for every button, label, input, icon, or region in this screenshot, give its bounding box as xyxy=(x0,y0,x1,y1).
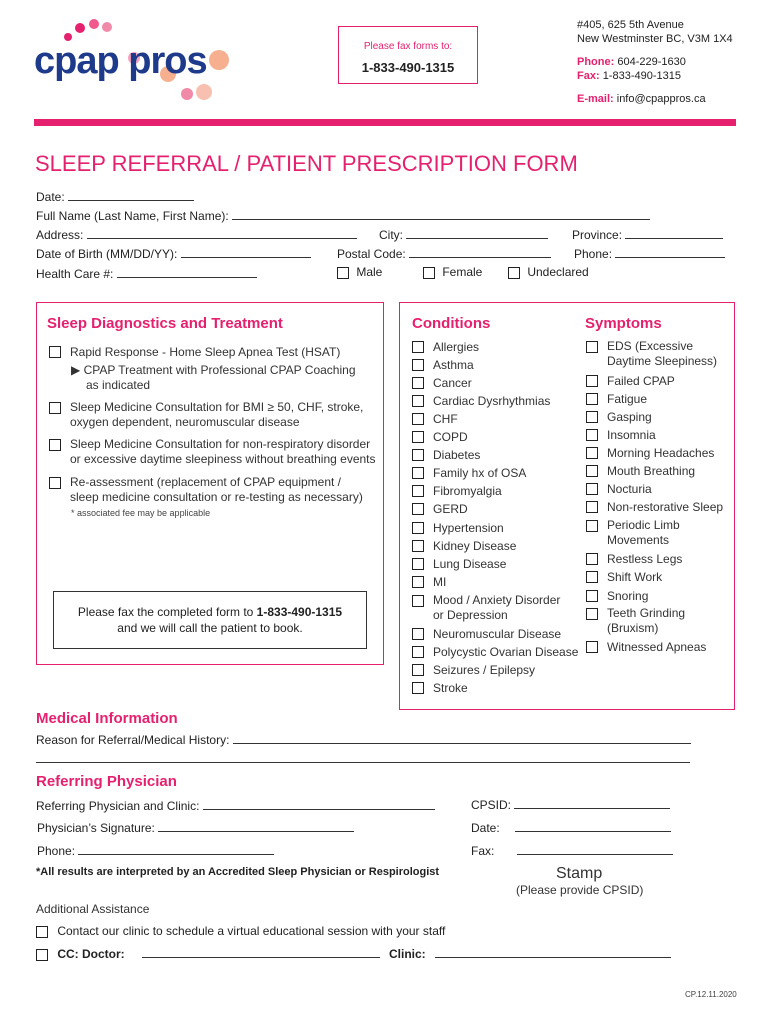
restless-legs-label: Restless Legs xyxy=(607,552,683,566)
polycystic-checkbox[interactable] xyxy=(412,646,424,658)
hypertension-label: Hypertension xyxy=(433,521,504,535)
signature-label: Physician’s Signature: xyxy=(37,821,155,835)
symptoms-title: Symptoms xyxy=(585,315,662,332)
undeclared-checkbox[interactable] xyxy=(508,267,520,279)
restless-legs-checkbox[interactable] xyxy=(586,553,598,565)
phone-label-patient: Phone: xyxy=(574,247,613,261)
male-label: Male xyxy=(356,265,383,279)
cpsid-line[interactable] xyxy=(514,797,670,809)
teeth-grinding-line2: (Bruxism) xyxy=(607,621,659,635)
fax-instr-number: 1-833-490-1315 xyxy=(256,605,343,619)
mi-label: MI xyxy=(433,575,447,589)
conditions-symptoms-box xyxy=(399,302,735,710)
physician-fax-line[interactable] xyxy=(517,843,673,855)
cardiac-label: Cardiac Dysrhythmias xyxy=(433,394,551,408)
stamp-label: Stamp xyxy=(556,865,603,882)
city-label: City: xyxy=(379,228,403,242)
non-resp-consult-checkbox[interactable] xyxy=(49,439,61,451)
full-name-line[interactable] xyxy=(232,208,650,220)
mood-label xyxy=(433,593,560,623)
eds-checkbox[interactable] xyxy=(586,341,598,353)
gerd-checkbox[interactable] xyxy=(412,503,424,515)
fee-note: * associated fee may be applicable xyxy=(71,508,211,518)
family-osa-label: Family hx of OSA xyxy=(433,466,527,480)
logo-text: cpap pros xyxy=(34,40,207,82)
cc-doctor-option[interactable] xyxy=(36,946,380,961)
physician-phone-field[interactable] xyxy=(37,843,274,858)
copd-label: COPD xyxy=(433,430,468,444)
address-label: Address: xyxy=(36,228,84,242)
address-field[interactable] xyxy=(36,227,357,242)
address-line1: #405, 625 5th Avenue xyxy=(577,19,684,31)
allergies-label: Allergies xyxy=(433,340,480,354)
bmi-consult-line2: oxygen dependent, neuromuscular disease xyxy=(70,415,300,429)
failed-cpap-label: Failed CPAP xyxy=(607,374,675,388)
diabetes-label: Diabetes xyxy=(433,448,481,462)
medical-info-title: Medical Information xyxy=(36,710,178,727)
neuromuscular-checkbox[interactable] xyxy=(412,628,424,640)
physician-fax-label: Fax: xyxy=(471,844,495,858)
physician-clinic-line[interactable] xyxy=(203,798,435,810)
non-restorative-checkbox[interactable] xyxy=(586,501,598,513)
fax-number: 1-833-490-1315 xyxy=(361,60,455,75)
gasping-label: Gasping xyxy=(607,410,652,424)
province-label: Province: xyxy=(572,228,623,242)
email-value[interactable]: info@cpappros.ca xyxy=(616,93,706,105)
teeth-grinding-line1: Teeth Grinding xyxy=(607,606,686,620)
asthma-label: Asthma xyxy=(433,358,474,372)
non-resp-consult-text xyxy=(70,437,376,467)
chf-checkbox[interactable] xyxy=(412,413,424,425)
shift-work-checkbox[interactable] xyxy=(586,571,598,583)
email-label: E-mail: xyxy=(577,93,614,105)
teeth-grinding-checkbox[interactable] xyxy=(586,608,598,620)
morning-headaches-label: Morning Headaches xyxy=(607,446,715,460)
full-name-field[interactable] xyxy=(36,208,650,223)
province-line[interactable] xyxy=(625,227,723,239)
physician-clinic-field[interactable] xyxy=(36,798,435,813)
periodic-limb-line1: Periodic Limb xyxy=(607,518,680,532)
address-line[interactable] xyxy=(87,227,357,239)
mouth-breathing-label: Mouth Breathing xyxy=(607,464,696,478)
witnessed-apneas-label: Witnessed Apneas xyxy=(607,640,707,654)
cpap-treatment-label: CPAP Treatment with Professional CPAP Coaching xyxy=(83,363,356,377)
dob-field[interactable] xyxy=(36,246,311,261)
stamp-sub-label: (Please provide CPSID) xyxy=(516,883,644,897)
clinic-session-checkbox[interactable] xyxy=(36,926,48,938)
reason-field[interactable] xyxy=(36,732,691,747)
as-indicated-label: as indicated xyxy=(86,378,151,392)
male-checkbox[interactable] xyxy=(337,267,349,279)
hypertension-checkbox[interactable] xyxy=(412,522,424,534)
postal-field[interactable] xyxy=(337,246,551,261)
fibromyalgia-label: Fibromyalgia xyxy=(433,484,502,498)
city-field[interactable] xyxy=(379,227,548,242)
cancer-checkbox[interactable] xyxy=(412,377,424,389)
address-line2: New Westminster BC, V3M 1X4 xyxy=(577,33,733,45)
health-care-label: Health Care #: xyxy=(36,267,114,281)
female-label: Female xyxy=(442,265,483,279)
shift-work-label: Shift Work xyxy=(607,570,663,584)
female-checkbox[interactable] xyxy=(423,267,435,279)
reassessment-line1: Re-assessment (replacement of CPAP equipment / xyxy=(70,475,342,489)
fibromyalgia-checkbox[interactable] xyxy=(412,485,424,497)
cancer-label: Cancer xyxy=(433,376,472,390)
seizures-label: Seizures / Epilepsy xyxy=(433,663,536,677)
bmi-consult-text xyxy=(70,400,363,430)
non-restorative-label: Non-restorative Sleep xyxy=(607,500,724,514)
nocturia-label: Nocturia xyxy=(607,482,652,496)
polycystic-label: Polycystic Ovarian Disease xyxy=(433,645,579,659)
bmi-consult-line1: Sleep Medicine Consultation for BMI ≥ 50, CHF, stroke, xyxy=(70,400,364,414)
sex-male[interactable] xyxy=(337,265,382,279)
contact-block xyxy=(577,18,733,106)
cc-clinic-field[interactable] xyxy=(389,946,671,961)
full-name-label: Full Name (Last Name, First Name): xyxy=(36,209,229,223)
cpsid-field[interactable] xyxy=(471,797,670,812)
city-line[interactable] xyxy=(406,227,548,239)
sex-female[interactable] xyxy=(423,265,482,279)
mood-line2: or Depression xyxy=(433,608,508,622)
reassessment-checkbox[interactable] xyxy=(49,477,61,489)
witnessed-apneas-checkbox[interactable] xyxy=(586,641,598,653)
non-resp-line2: or excessive daytime sleepiness without breathing events xyxy=(70,452,376,466)
family-osa-checkbox[interactable] xyxy=(412,467,424,479)
hsat-label: Rapid Response - Home Sleep Apnea Test (HSAT) xyxy=(70,345,341,359)
chf-label: CHF xyxy=(433,412,458,426)
cardiac-checkbox[interactable] xyxy=(412,395,424,407)
periodic-limb-checkbox[interactable] xyxy=(586,520,598,532)
phone-field[interactable] xyxy=(574,246,725,261)
teeth-grinding-label xyxy=(607,606,685,636)
form-title: SLEEP REFERRAL / PATIENT PRESCRIPTION FORM xyxy=(35,151,578,176)
cc-doctor-checkbox[interactable] xyxy=(36,949,48,961)
reassessment-text xyxy=(70,475,363,505)
gasping-checkbox[interactable] xyxy=(586,411,598,423)
date-field[interactable] xyxy=(36,189,194,204)
physician-clinic-label: Referring Physician and Clinic: xyxy=(36,799,200,813)
header-divider xyxy=(34,119,736,126)
fatigue-checkbox[interactable] xyxy=(586,393,598,405)
health-care-field[interactable] xyxy=(36,266,257,281)
nocturia-checkbox[interactable] xyxy=(586,483,598,495)
allergies-checkbox[interactable] xyxy=(412,341,424,353)
health-care-line[interactable] xyxy=(117,266,257,278)
eds-line2: Daytime Sleepiness) xyxy=(607,354,718,368)
eds-label xyxy=(607,339,717,369)
failed-cpap-checkbox[interactable] xyxy=(586,375,598,387)
mouth-breathing-checkbox[interactable] xyxy=(586,465,598,477)
signature-line[interactable] xyxy=(158,820,354,832)
fax-instructions-box xyxy=(53,591,367,649)
sex-undeclared[interactable] xyxy=(508,265,589,279)
snoring-checkbox[interactable] xyxy=(586,590,598,602)
cc-clinic-line[interactable] xyxy=(435,946,671,958)
gerd-label: GERD xyxy=(433,502,468,516)
cc-doctor-label: CC: Doctor: xyxy=(57,947,125,961)
physician-fax-field[interactable] xyxy=(471,843,673,858)
postal-line[interactable] xyxy=(409,246,551,258)
fatigue-label: Fatigue xyxy=(607,392,648,406)
mi-checkbox[interactable] xyxy=(412,576,424,588)
diagnostics-title: Sleep Diagnostics and Treatment xyxy=(47,315,283,332)
diagnostics-box xyxy=(36,302,384,665)
bmi-consult-checkbox[interactable] xyxy=(49,402,61,414)
interpretation-note: *All results are interpreted by an Accredited Sleep Physician or Respirologist xyxy=(36,866,440,878)
form-code: CP.12.11.2020 xyxy=(685,990,737,999)
stroke-label: Stroke xyxy=(433,681,468,695)
physician-phone-line[interactable] xyxy=(78,843,274,855)
fax-instr-text: Please fax the completed form to xyxy=(77,605,257,619)
periodic-limb-label xyxy=(607,518,680,548)
fax-label: Fax: xyxy=(577,70,600,82)
date-label: Date: xyxy=(36,190,65,204)
date-line[interactable] xyxy=(68,189,194,201)
kidney-label: Kidney Disease xyxy=(433,539,517,553)
fax-instr-line2: and we will call the patient to book. xyxy=(117,621,303,635)
physician-phone-label: Phone: xyxy=(37,844,76,858)
fax-prompt: Please fax forms to: xyxy=(363,41,453,52)
phone-label: Phone: xyxy=(577,56,615,68)
undeclared-label: Undeclared xyxy=(527,265,589,279)
province-field[interactable] xyxy=(572,227,723,242)
kidney-checkbox[interactable] xyxy=(412,540,424,552)
additional-title: Additional Assistance xyxy=(36,902,150,916)
cc-clinic-label: Clinic: xyxy=(389,947,426,961)
logo xyxy=(34,16,234,111)
periodic-limb-line2: Movements xyxy=(607,533,670,547)
dob-label: Date of Birth (MM/DD/YY): xyxy=(36,247,178,261)
phone-line[interactable] xyxy=(615,246,725,258)
phone-value: 604-229-1630 xyxy=(617,56,686,68)
cc-doctor-line[interactable] xyxy=(142,946,380,958)
morning-headaches-checkbox[interactable] xyxy=(586,447,598,459)
conditions-title: Conditions xyxy=(412,315,491,332)
mood-line1: Mood / Anxiety Disorder xyxy=(433,593,561,607)
reason-line-2[interactable] xyxy=(36,762,690,763)
fax-value: 1-833-490-1315 xyxy=(602,70,681,82)
eds-line1: EDS (Excessive xyxy=(607,339,694,353)
copd-checkbox[interactable] xyxy=(412,431,424,443)
stroke-checkbox[interactable] xyxy=(412,682,424,694)
diabetes-checkbox[interactable] xyxy=(412,449,424,461)
signature-field[interactable] xyxy=(37,820,354,835)
dob-line[interactable] xyxy=(181,246,311,258)
physician-title: Referring Physician xyxy=(36,773,177,790)
physician-date-label: Date: xyxy=(471,821,500,835)
clinic-session-option[interactable] xyxy=(36,924,445,938)
hsat-subtext xyxy=(71,363,356,393)
insomnia-label: Insomnia xyxy=(607,428,656,442)
lung-label: Lung Disease xyxy=(433,557,507,571)
cpsid-label: CPSID: xyxy=(471,798,512,812)
lung-checkbox[interactable] xyxy=(412,558,424,570)
clinic-session-label: Contact our clinic to schedule a virtual educational session with your staff xyxy=(57,924,446,938)
reason-line[interactable] xyxy=(233,732,691,744)
physician-date-field[interactable] xyxy=(471,820,671,835)
physician-date-line[interactable] xyxy=(515,820,671,832)
reassessment-line2: sleep medicine consultation or re-testing as necessary) xyxy=(70,490,363,504)
reason-label: Reason for Referral/Medical History: xyxy=(36,733,230,747)
fax-box xyxy=(338,26,478,84)
hsat-checkbox[interactable] xyxy=(49,346,61,358)
neuromuscular-label: Neuromuscular Disease xyxy=(433,627,562,641)
seizures-checkbox[interactable] xyxy=(412,664,424,676)
non-resp-line1: Sleep Medicine Consultation for non-respiratory disorder xyxy=(70,437,371,451)
insomnia-checkbox[interactable] xyxy=(586,429,598,441)
postal-label: Postal Code: xyxy=(337,247,406,261)
asthma-checkbox[interactable] xyxy=(412,359,424,371)
mood-checkbox[interactable] xyxy=(412,595,424,607)
triangle-right-icon: ▶ xyxy=(71,363,81,377)
snoring-label: Snoring xyxy=(607,589,649,603)
